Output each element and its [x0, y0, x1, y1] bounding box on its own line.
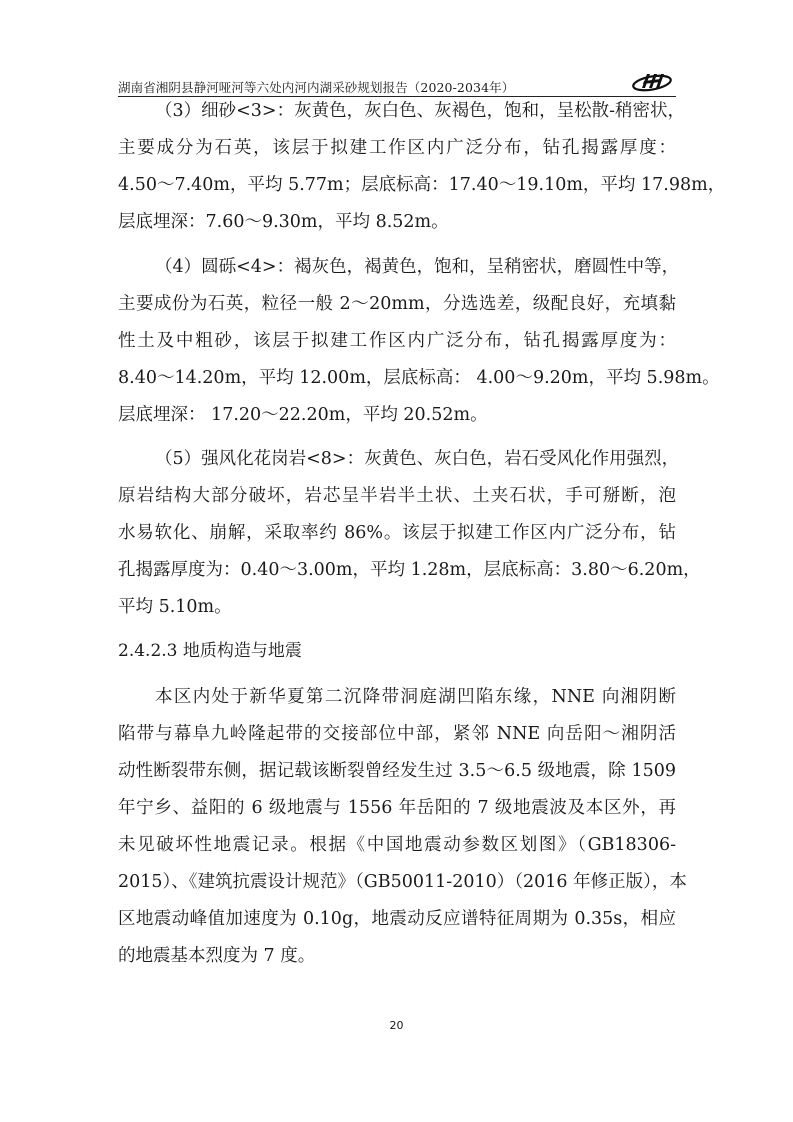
body-line: 主要成份为石英，粒径一般 2～20mm，分选选差，级配良好，充填黏	[118, 294, 676, 314]
body-line: 年宁乡、益阳的 6 级地震与 1556 年岳阳的 7 级地震波及本区外，再	[118, 798, 676, 818]
body-line: 的地震基本烈度为 7 度。	[118, 946, 316, 966]
body-line: 2015）、《建筑抗震设计规范》（GB50011-2010）（2016 年修正版），本	[118, 872, 687, 892]
body-line: （5）强风化花岗岩<8>：灰黄色、灰白色，岩石受风化作用强烈，	[155, 449, 680, 469]
body-line: 层底埋深：7.60～9.30m，平均 8.52m。	[118, 212, 449, 232]
body-line: 主要成分为石英，该层于拟建工作区内广泛分布，钻孔揭露厚度：	[118, 138, 676, 158]
body-line: 未见破坏性地震记录。根据《中国地震动参数区划图》（GB18306-	[118, 835, 676, 855]
body-line: 8.40～14.20m，平均 12.00m，层底标高： 4.00～9.20m，平均 5.98m。	[118, 368, 720, 388]
body-line: 原岩结构大部分破坏，岩芯呈半岩半土状、土夹石状，手可掰断，泡	[118, 486, 676, 506]
report-title: 湖南省湘阴县静河哑河等六处内河内湖采砂规划报告（2020-2034年）	[118, 80, 515, 95]
company-logo-icon	[630, 70, 674, 92]
body-line: 水易软化、崩解，采取率约 86%。该层于拟建工作区内广泛分布，钻	[118, 523, 676, 543]
body-line: 层底埋深： 17.20～22.20m，平均 20.52m。	[118, 405, 488, 425]
body-line: 陷带与幕阜九岭隆起带的交接部位中部，紧邻 NNE 向岳阳～湘阴活	[118, 724, 676, 744]
body-line: 孔揭露厚度为：0.40～3.00m，平均 1.28m，层底标高：3.80～6.20m，	[118, 560, 701, 580]
body-line: （4）圆砾<4>：褐灰色，褐黄色，饱和，呈稍密状，磨圆性中等，	[155, 257, 680, 277]
body-line: （3）细砂<3>：灰黄色，灰白色、灰褐色，饱和，呈松散-稍密状，	[155, 101, 686, 121]
page-header	[118, 70, 676, 98]
body-line: 性土及中粗砂，该层于拟建工作区内广泛分布，钻孔揭露厚度为：	[118, 331, 676, 351]
page-number: 20	[389, 1019, 404, 1032]
section-heading: 2.4.2.3 地质构造与地震	[118, 641, 302, 661]
body-line: 平均 5.10m。	[118, 597, 232, 617]
body-line: 区地震动峰值加速度为 0.10g，地震动反应谱特征周期为 0.35s，相应	[118, 909, 676, 929]
body-line: 本区内处于新华夏第二沉降带洞庭湖凹陷东缘，NNE 向湘阴断	[155, 687, 676, 707]
body-line: 4.50～7.40m，平均 5.77m；层底标高：17.40～19.10m，平均 17.98m，	[118, 175, 726, 195]
body-line: 动性断裂带东侧，据记载该断裂曾经发生过 3.5～6.5 级地震，除 1509	[118, 761, 676, 781]
